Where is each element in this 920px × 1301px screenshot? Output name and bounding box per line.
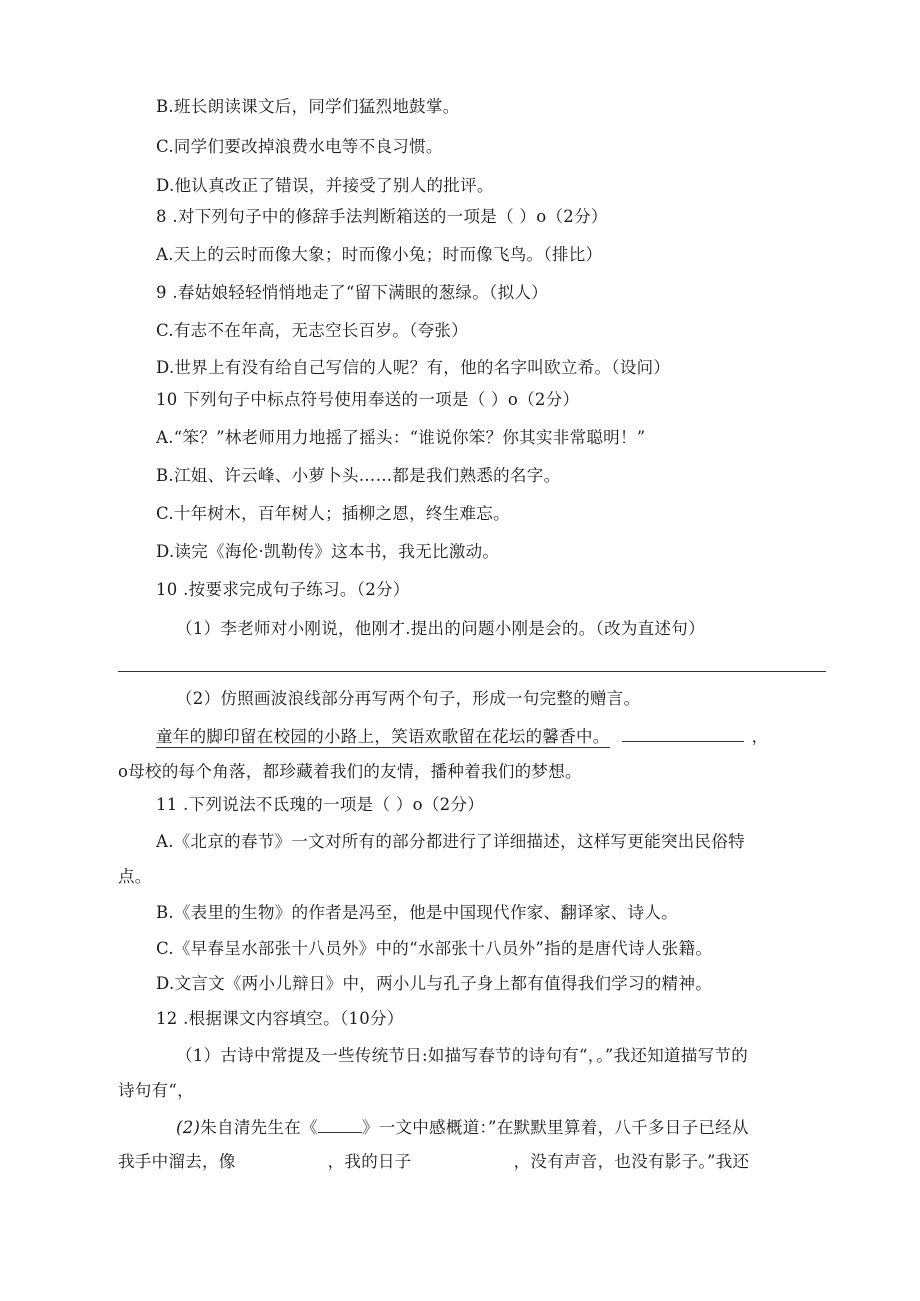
wavy-sentence-row	[156, 725, 768, 748]
q9-option-c: C.有志不在年高，无志空长百岁。（夸张）	[156, 321, 469, 340]
question-8-stem: 8 .对下列句子中的修辞手法判断箱送的一项是（ ）o（2分）	[156, 207, 608, 226]
fill-task-1-cont: 诗句有“，	[118, 1081, 194, 1100]
question-10b-stem: 10 .按要求完成句子练习。（2分）	[156, 580, 410, 599]
option-b-text: B.班长朗读课文后，同学们猛烈地鼓掌。	[156, 97, 460, 116]
sentence-task-2: （2）仿照画波浪线部分再写两个句子，形成一句完整的赠言。	[176, 689, 641, 708]
q10-option-b: B.江姐、许云峰、小萝卜头……都是我们熟悉的名字。	[156, 466, 561, 485]
q11-option-c: C.《早春呈水部张十八员外》中的“水部张十八员外”指的是唐代诗人张籍。	[156, 939, 713, 958]
fill-task-2-cont: 我手中溜去，像 ，我的日子 ，没有声音，也没有影子。”我还	[118, 1152, 750, 1171]
question-9-stem: 9 .春姑娘轻轻悄悄地走了“留下满眼的葱绿。（拟人）	[156, 283, 548, 302]
option-c-text: C.同学们要改掉浪费水电等不良习惯。	[156, 137, 443, 156]
option-d-text: D.他认真改正了错误，并接受了别人的批评。	[156, 176, 494, 195]
sentence-task-1: （1）李老师对小刚说，他刚才.提出的问题小刚是会的。（改为直述句）	[176, 619, 705, 638]
q11-option-a-cont: 点。	[118, 867, 152, 886]
q9-option-d: D.世界上有没有给自己写信的人呢？有，他的名字叫欧立希。（设问）	[156, 358, 671, 377]
q11-option-b: B.《表里的生物》的作者是冯至，他是中国现代作家、翻译家、诗人。	[156, 903, 678, 922]
item-number: (2)	[176, 1118, 201, 1137]
comma: ，	[751, 727, 769, 746]
q11-option-d: D.文言文《两小儿辩日》中，两小儿与孔子身上都有值得我们学习的精神。	[156, 974, 713, 993]
answer-line	[118, 671, 826, 672]
question-12-stem: 12 .根据课文内容填空。（10分）	[156, 1009, 404, 1028]
q8-option-a: A.天上的云时而像大象；时而像小兔；时而像飞鸟。（排比）	[156, 245, 603, 264]
question-10-stem: 10 下列句子中标点符号使用奉送的一项是（ ）o（2分）	[156, 390, 580, 409]
fill-task-2: (2)朱自清先生在《 》一文中感概道：”在默默里算着，八千多日子已经从	[176, 1118, 749, 1137]
title-blank[interactable]	[318, 1116, 362, 1133]
fill-task-1: （1）古诗中常提及一些传统节日:如描写春节的诗句有“，。”我还知道描写节的	[176, 1046, 749, 1065]
fill-blank[interactable]	[622, 725, 744, 742]
wavy-underlined-sentence: 童年的脚印留在校园的小路上，笑语欢歌留在花坛的馨香中。	[156, 727, 610, 746]
question-11-stem: 11 .下列说法不氐瑰的一项是（ ）o（2分）	[156, 795, 485, 814]
q11-option-a: A.《北京的春节》一文对所有的部分都进行了详细描述，这样写更能突出民俗特	[156, 832, 745, 851]
q10-option-a: A.“笨？”林老师用力地摇了摇头：“谁说你笨？你其实非常聪明！”	[156, 428, 646, 447]
sentence-continuation: o母校的每个角落，都珍藏着我们的友情，播种着我们的梦想。	[118, 762, 582, 781]
q10-option-c: C.十年树木，百年树人；插柳之恩，终生难忘。	[156, 504, 510, 523]
q10-option-d: D.读完《海伦·凯勒传》这本书，我无比激动。	[156, 542, 500, 561]
